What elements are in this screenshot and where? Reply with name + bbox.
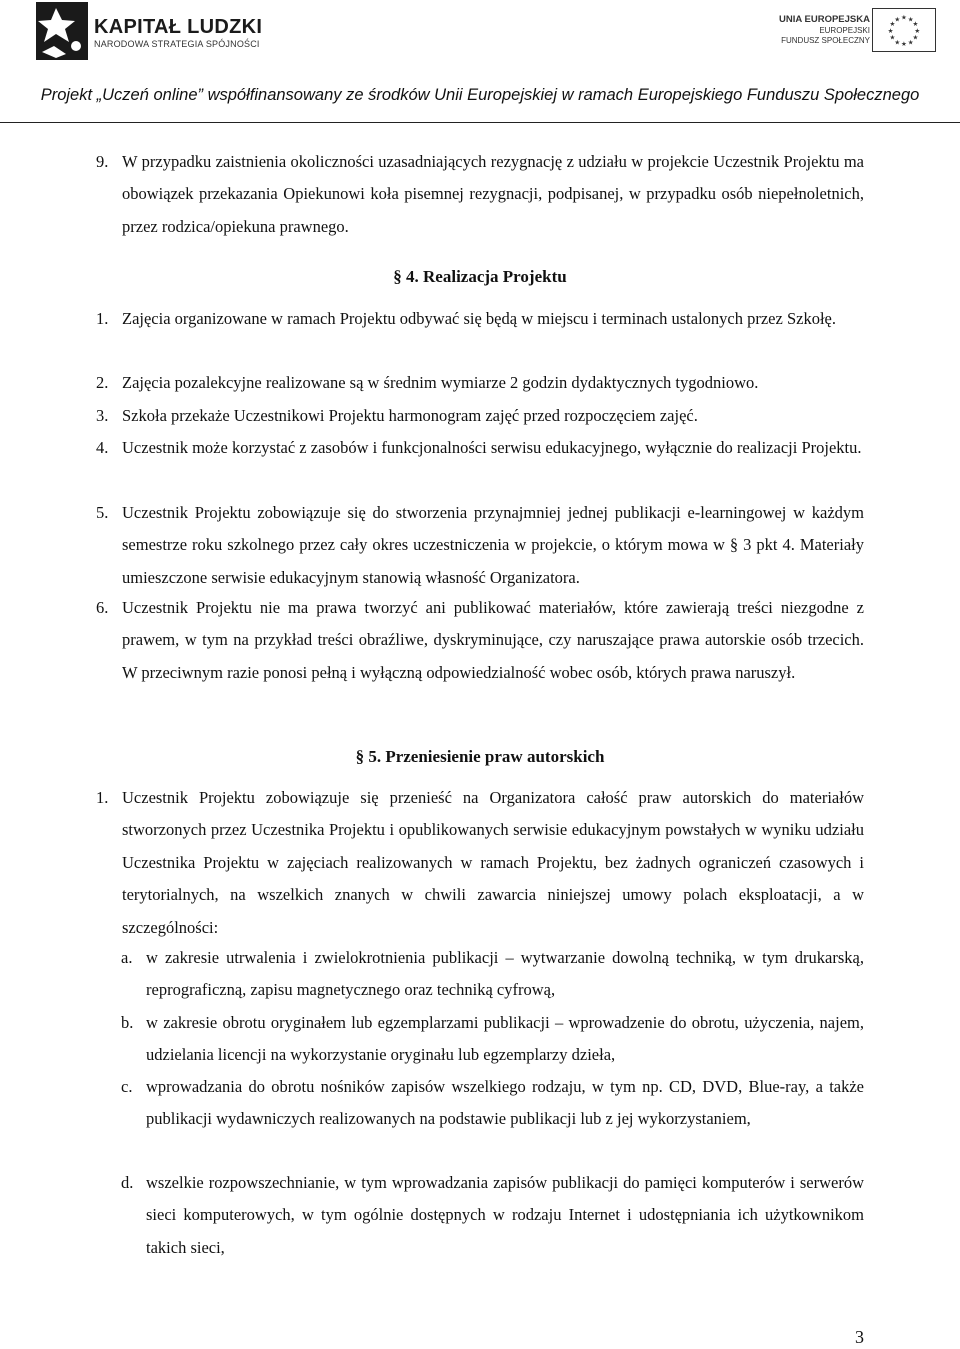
eu-line-2: EUROPEJSKI [819, 26, 870, 35]
list-item [96, 782, 864, 944]
sub-item-letter: c. [121, 1077, 133, 1096]
project-funding-line: Projekt „Uczeń online” współfinansowany ze środków Unii Europejskiej w ramach Europejskiego Funduszu Społecznego [40, 86, 920, 104]
logo-left-subtitle: NARODOWA STRATEGIA SPÓJNOŚCI [94, 39, 260, 49]
sub-item-text: wprowadzania do obrotu nośników zapisów wszelkiego rodzaju, w tym np. CD, DVD, Blue-ray, a także publikacji wydawniczych realizowanych na podstawie publikacji lub z jej wykorzystaniem, [146, 1077, 864, 1129]
sub-item-text: wszelkie rozpowszechnianie, w tym wprowadzania zapisów publikacji do pamięci komputerów i serwerów sieci komputerowych, w tym ogólnie dostępnych w rodzaju Internet i udostępniania ich użytkownikom takich sieci, [146, 1173, 864, 1257]
item-number: 1. [96, 309, 109, 328]
svg-text:★: ★ [907, 16, 914, 24]
page-number: 3 [855, 1327, 864, 1347]
svg-text:★: ★ [901, 41, 907, 49]
svg-text:★: ★ [912, 21, 919, 29]
sub-list-item [121, 1007, 864, 1072]
svg-text:★: ★ [901, 14, 907, 22]
list-item [96, 303, 864, 335]
list-item [96, 432, 864, 464]
item-text: Uczestnik Projektu zobowiązuje się przenieść na Organizatora całość praw autorskich do materiałów stworzonych przez Uczestnika Projektu i opublikowanych serwisie edukacyjnym powstałych w wyniku udziału Uczestnika Projektu w zajęciach realizowanych w ramach Projektu, bez żadnych ograniczeń czasowych i terytorialnych, na wszelkich znanych w chwili zawarcia niniejszej umowy polach eksploatacji, a w szczególności: [122, 788, 864, 937]
eu-logo-text [779, 14, 870, 46]
eu-line-3: FUNDUSZ SPOŁECZNY [781, 36, 870, 45]
item-text: Uczestnik może korzystać z zasobów i funkcjonalności serwisu edukacyjnego, wyłącznie do realizacji Projektu. [122, 438, 862, 457]
svg-text:★: ★ [889, 21, 896, 29]
item-number: 3. [96, 406, 109, 425]
eu-line-1: UNIA EUROPEJSKA [779, 14, 870, 25]
sub-item-letter: a. [121, 948, 133, 967]
item-text: Zajęcia pozalekcyjne realizowane są w średnim wymiarze 2 godzin dydaktycznych tygodniowo. [122, 373, 759, 392]
kapital-ludzki-logo-icon [36, 2, 88, 60]
list-item [96, 146, 864, 243]
page-header [0, 0, 960, 125]
item-text: Zajęcia organizowane w ramach Projektu odbywać się będą w miejscu i terminach ustalonych przez Szkołę. [122, 309, 836, 328]
sub-item-letter: b. [121, 1013, 134, 1032]
item-text: W przypadku zaistnienia okoliczności uzasadniających rezygnację z udziału w projekcie Uczestnik Projektu ma obowiązek przekazania Opiekunowi koła pisemnej rezygnacji, podpisanej, w przypadku osób niepełnoletnich, przez rodzica/opiekuna prawnego. [122, 152, 864, 236]
sub-list-item [121, 1167, 864, 1264]
list-item [96, 497, 864, 594]
sub-item-text: w zakresie utrwalenia i zwielokrotnienia publikacji – wytwarzanie dowolną techniką, w tym drukarską, reprograficzną, zapisu magnetycznego oraz techniką cyfrową, [146, 948, 864, 1000]
item-number: 2. [96, 373, 109, 392]
sub-list-item [121, 1071, 864, 1136]
svg-text:★: ★ [889, 34, 896, 42]
svg-text:★: ★ [887, 27, 894, 35]
eu-flag-icon [872, 8, 936, 52]
sub-list-item [121, 942, 864, 1007]
logo-left-title: KAPITAŁ LUDZKI [94, 16, 263, 38]
list-item [96, 400, 864, 432]
list-item [96, 367, 864, 399]
svg-text:★: ★ [894, 16, 901, 24]
item-number: 4. [96, 438, 109, 457]
item-text: Szkoła przekaże Uczestnikowi Projektu harmonogram zajęć przed rozpoczęciem zajęć. [122, 406, 698, 425]
sub-item-text: w zakresie obrotu oryginałem lub egzemplarzami publikacji – wprowadzenie do obrotu, użyczenia, najem, udzielania licencji na wykorzystanie oryginału lub egzemplarzy dzieła, [146, 1013, 864, 1065]
svg-text:★: ★ [907, 39, 914, 47]
item-text: Uczestnik Projektu zobowiązuje się do stworzenia przynajmniej jednej publikacji e-learningowej w każdym semestrze roku szkolnego przez cały okres uczestniczenia w projekcie, o którym mowa w § 3 pkt 4. Materiały umieszczone serwisie edukacyjnym stanowią własność Organizatora. [122, 503, 864, 587]
section-4-heading: § 4. Realizacja Projektu [393, 267, 567, 286]
svg-text:★: ★ [914, 27, 921, 35]
item-number: 6. [96, 598, 109, 617]
section-5-heading: § 5. Przeniesienie praw autorskich [355, 747, 605, 766]
item-number: 5. [96, 503, 109, 522]
item-text: Uczestnik Projektu nie ma prawa tworzyć ani publikować materiałów, które zawierają treści niezgodne z prawem, w tym na przykład treści obraźliwe, dyskryminujące, czy naruszające prawa autorskie osób trzecich. W przeciwnym razie ponosi pełną i wyłączną odpowiedzialność wobec osób, których prawa naruszył. [122, 598, 864, 682]
sub-item-letter: d. [121, 1173, 134, 1192]
list-item [96, 592, 864, 689]
item-number: 9. [96, 152, 109, 171]
header-divider [0, 122, 960, 123]
item-number: 1. [96, 788, 109, 807]
svg-text:★: ★ [912, 34, 919, 42]
svg-text:★: ★ [894, 39, 901, 47]
